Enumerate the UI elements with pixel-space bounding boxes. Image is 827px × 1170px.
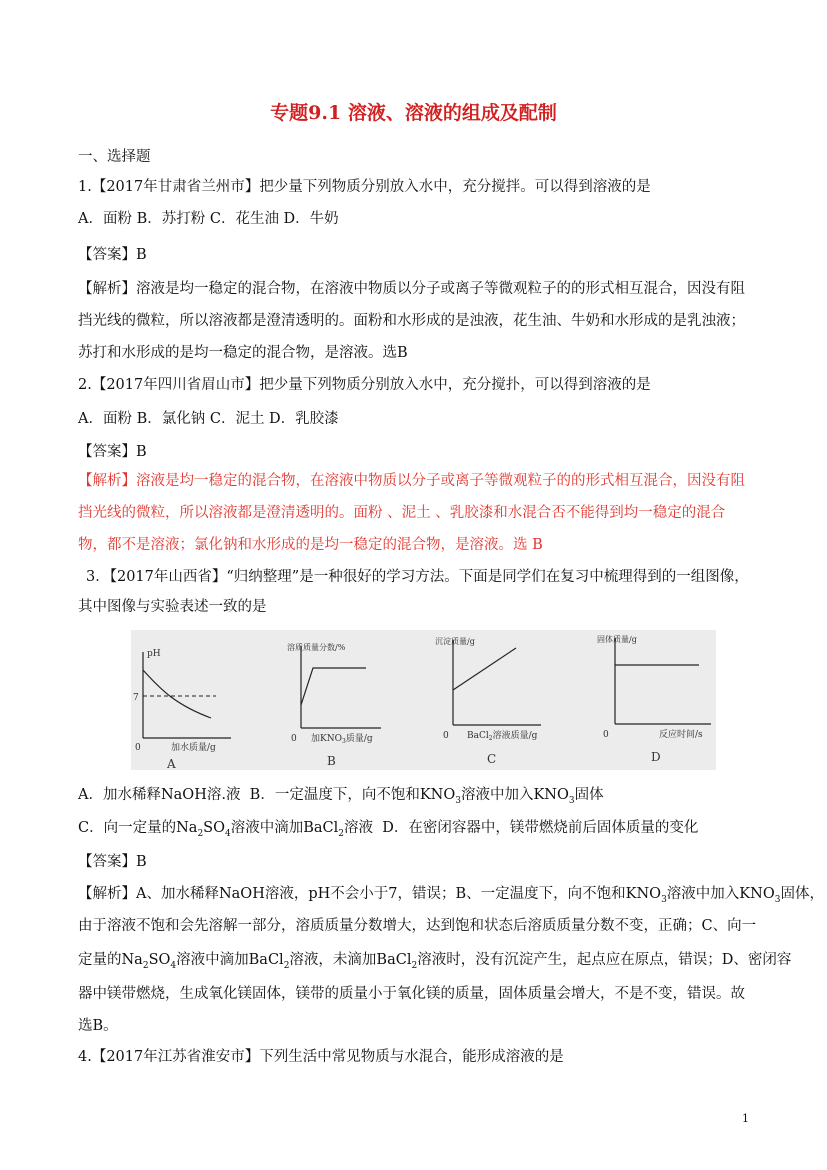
graph-a-xlabel: 加水质量/g	[171, 743, 216, 753]
graph-b-letter: B	[327, 754, 336, 768]
graph-b	[287, 642, 381, 768]
graph-c-letter: C	[487, 752, 497, 766]
q1-analysis-line1: 【解析】溶液是均一稳定的混合物，在溶液中物质以分子或离子等微观粒子的的形式相互混合，因没有阻	[78, 281, 745, 297]
graph-a-letter: A	[167, 757, 176, 770]
q1-analysis-line3: 苏打和水形成的是均一稳定的混合物，是溶液。选B	[78, 345, 408, 361]
q1-analysis-line2: 挡光线的微粒，所以溶液都是澄清透明的。面粉和水形成的是浊液，花生油、牛奶和水形成的是乳浊液；	[78, 313, 745, 329]
q2-analysis-line1: 【解析】溶液是均一稳定的混合物，在溶液中物质以分子或离子等微观粒子的的形式相互混合，因没有阻	[78, 473, 745, 489]
q3-stem-line2: 其中图像与实验表述一致的是	[78, 599, 267, 615]
q1-options: A．面粉 B．苏打粉 C．花生油 D．牛奶	[78, 211, 339, 227]
graph-a-origin: 0	[135, 743, 141, 753]
q3-option-d: D．在密闭容器中，镁带燃烧前后固体质量的变化	[382, 820, 699, 836]
graph-b-ylabel: 溶质质量分数/%	[287, 643, 346, 652]
q3-analysis-line3: 定量的$Na_2SO_4$溶液中滴加BaCl$_2$溶液，未滴加BaCl$_2$溶液时，没有沉淀产生，起点应在原点，错误；D、密闭容	[78, 952, 792, 971]
q3-analysis-line2: 由于溶液不饱和会先溶解一部分，溶质质量分数增大，达到饱和状态后溶质质量分数不变，正确；C、向一	[78, 918, 757, 934]
page-title: 专题9.1 溶液、溶液的组成及配制	[270, 102, 557, 124]
graph-c-line	[453, 648, 516, 690]
q3-graphs-svg	[131, 630, 716, 770]
q2-analysis-line3: 物，都不是溶液；氯化钠和水形成的是均一稳定的混合物，是溶液。选 B	[78, 537, 543, 553]
graph-b-xlabel: 加$KNO_3$质量/g	[311, 734, 373, 745]
graph-d	[597, 634, 711, 764]
q1-answer: 【答案】B	[78, 247, 147, 263]
q1-stem: 1.【2017年甘肃省兰州市】把少量下列物质分别放入水中，充分搅拌。可以得到溶液的是	[78, 179, 651, 195]
page-number: 1	[742, 1112, 749, 1125]
q3-graphs-figure	[131, 630, 716, 770]
q2-analysis-line2: 挡光线的微粒，所以溶液都是澄清透明的。面粉 、泥土 、乳胶漆和水混合否不能得到均一稳定的混合	[78, 505, 726, 521]
graph-a-tick: 7	[133, 693, 139, 703]
q3-option-c: C．向一定量的$Na_2SO_4$溶液中滴加BaCl$_2$溶液	[78, 820, 374, 839]
q3-options-ab	[78, 785, 758, 811]
graph-a-ylabel: pH	[147, 649, 161, 659]
graph-d-letter: D	[651, 750, 661, 764]
graph-b-line	[301, 668, 366, 705]
section-heading: 一、选择题	[78, 149, 151, 165]
q3-options-cd	[78, 818, 758, 844]
q4-stem: 4.【2017年江苏省淮安市】下列生活中常见物质与水混合，能形成溶液的是	[78, 1049, 564, 1065]
q2-stem: 2.【2017年四川省眉山市】把少量下列物质分别放入水中，充分搅扑，可以得到溶液的是	[78, 377, 651, 393]
q3-option-b: B．一定温度下，向不饱和$KNO_3$溶液中加入$KNO_3$固体	[249, 787, 604, 806]
graph-c	[435, 636, 541, 766]
graph-c-ylabel: 沉淀质量/g	[435, 637, 475, 646]
q2-answer: 【答案】B	[78, 444, 147, 460]
graph-c-xlabel: BaCl$_2$溶液质量/g	[467, 731, 538, 742]
graph-c-origin: 0	[443, 731, 449, 741]
graph-b-origin: 0	[291, 734, 297, 744]
q3-option-a: A．加水稀释NaOH溶.液	[78, 787, 241, 803]
graph-d-origin: 0	[603, 730, 609, 740]
graph-a-curve	[143, 670, 211, 718]
q3-analysis-line1: 【解析】A、加水稀释NaOH溶液，pH不会小于7，错误；B、一定温度下，向不饱和$KNO_3$溶液中加入$KNO_3$固体，	[78, 886, 824, 905]
q3-stem-line1: 3．【2017年山西省】“归纳整理”是一种很好的学习方法。下面是同学们在复习中梳理得到的一组图像，	[86, 569, 749, 585]
graph-d-xlabel: 反应时间/s	[659, 730, 703, 740]
q3-analysis-line4: 器中镁带燃烧，生成氧化镁固体，镁带的质量小于氧化镁的质量，固体质量会增大，不是不变，错误。故	[78, 986, 745, 1002]
graph-d-ylabel: 固体质量/g	[597, 635, 637, 644]
q2-options: A．面粉 B．氯化钠 C．泥土 D．乳胶漆	[78, 411, 339, 427]
graph-a	[133, 649, 231, 770]
q3-answer: 【答案】B	[78, 854, 147, 870]
q3-analysis-line5: 选B。	[78, 1018, 118, 1034]
